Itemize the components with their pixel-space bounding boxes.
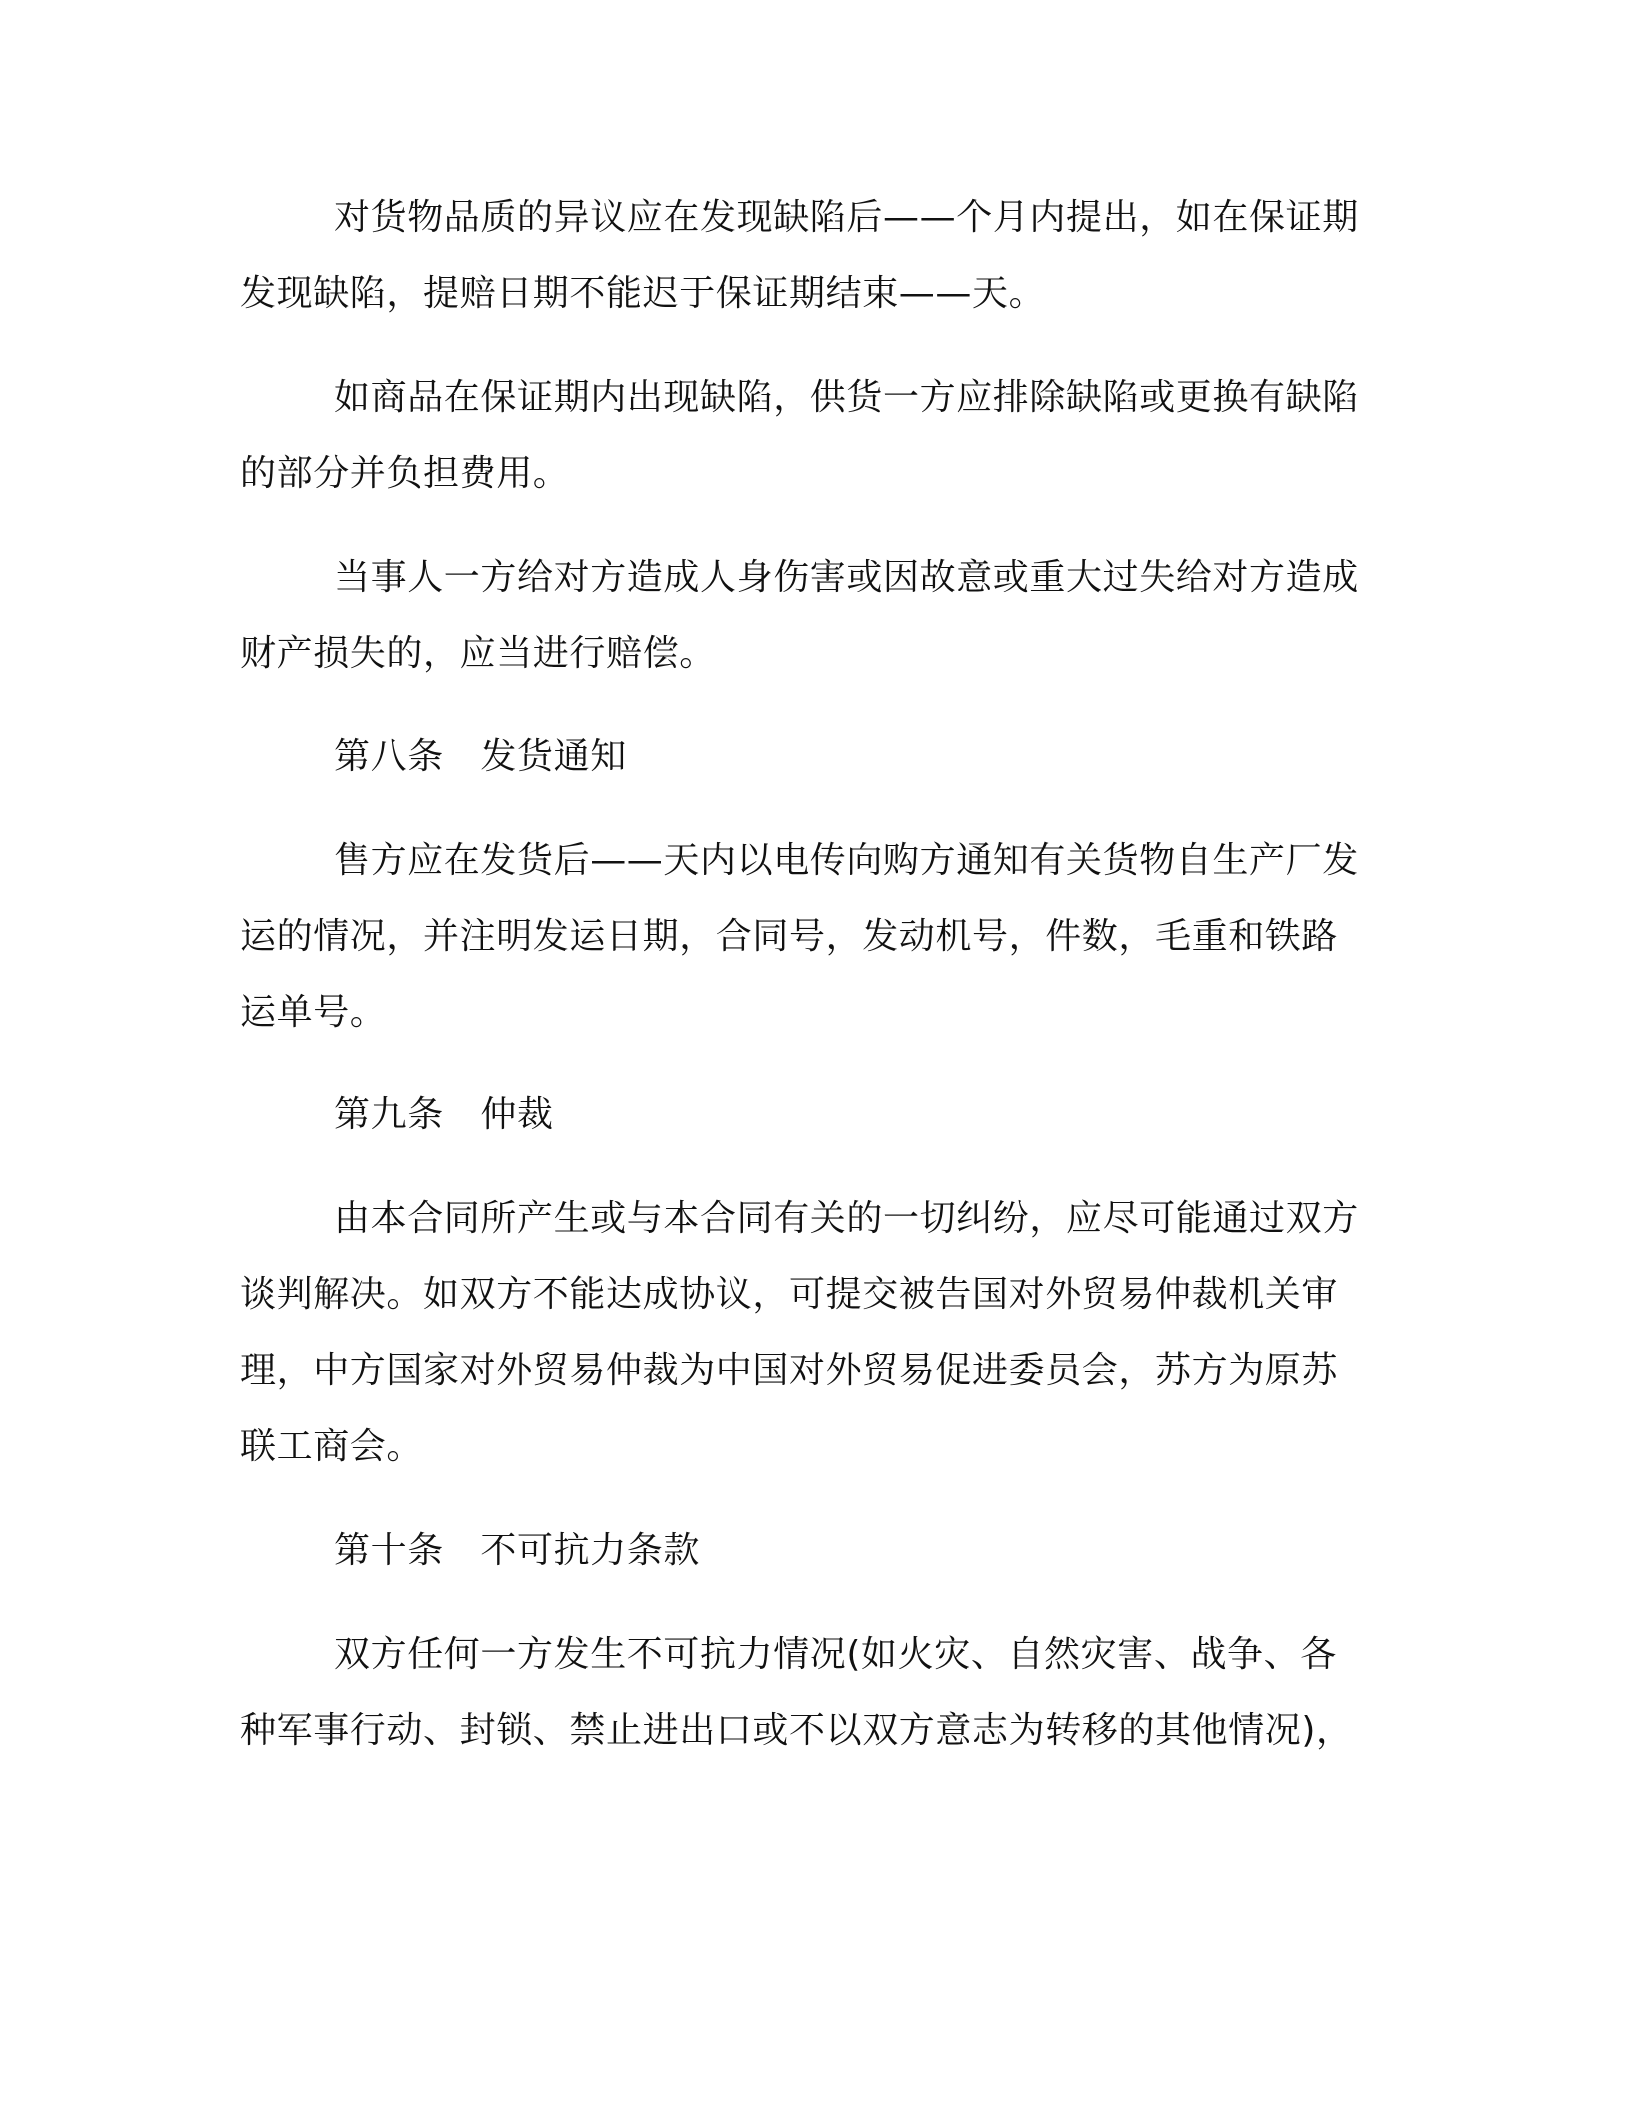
paragraph-4-line-3: 运单号。: [240, 992, 387, 1033]
paragraph-5-line-1: 由本合同所产生或与本合同有关的一切纠纷，应尽可能通过双方: [334, 1198, 1359, 1239]
paragraph-3-line-1: 当事人一方给对方造成人身伤害或因故意或重大过失给对方造成: [334, 557, 1359, 598]
paragraph-4-line-2: 运的情况，并注明发运日期，合同号，发动机号，件数，毛重和铁路: [240, 916, 1339, 957]
paragraph-6-line-1: 双方任何一方发生不可抗力情况(如火灾、自然灾害、战争、各: [334, 1634, 1337, 1675]
article-9-heading: 第九条 仲裁: [334, 1094, 554, 1135]
paragraph-5-line-2: 谈判解决。如双方不能达成协议，可提交被告国对外贸易仲裁机关审: [240, 1274, 1339, 1315]
paragraph-3-line-2: 财产损失的，应当进行赔偿。: [240, 633, 716, 674]
paragraph-6-line-2: 种军事行动、封锁、禁止进出口或不以双方意志为转移的其他情况)，: [240, 1710, 1353, 1751]
paragraph-1-line-2: 发现缺陷，提赔日期不能迟于保证期结束——天。: [240, 273, 1046, 314]
paragraph-5-line-4: 联工商会。: [240, 1426, 424, 1467]
paragraph-2-line-1: 如商品在保证期内出现缺陷，供货一方应排除缺陷或更换有缺陷: [334, 377, 1359, 418]
article-10-heading: 第十条 不可抗力条款: [334, 1530, 701, 1571]
paragraph-1-line-1: 对货物品质的异议应在发现缺陷后——个月内提出，如在保证期: [334, 197, 1359, 238]
paragraph-4-line-1: 售方应在发货后——天内以电传向购方通知有关货物自生产厂发: [334, 840, 1359, 881]
paragraph-5-line-3: 理，中方国家对外贸易仲裁为中国对外贸易促进委员会，苏方为原苏: [240, 1350, 1339, 1391]
article-8-heading: 第八条 发货通知: [334, 736, 627, 777]
paragraph-2-line-2: 的部分并负担费用。: [240, 453, 570, 494]
